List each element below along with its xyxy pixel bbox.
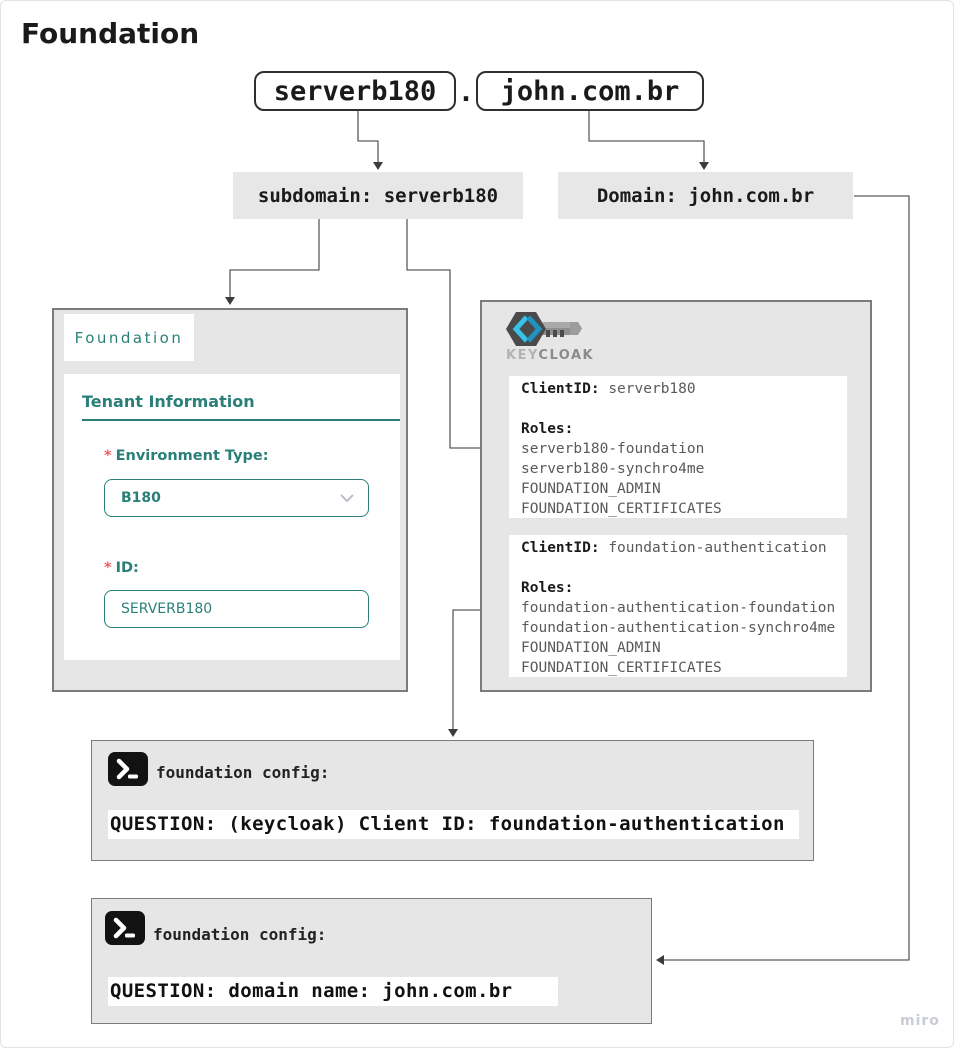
id-label: * ID: xyxy=(104,560,139,576)
clientid-label: ClientID: xyxy=(521,381,600,397)
role-item: FOUNDATION_ADMIN xyxy=(521,481,661,497)
required-asterisk: * xyxy=(104,448,112,464)
terminal-icon xyxy=(108,752,148,786)
roles-label: Roles: xyxy=(521,580,574,596)
environment-type-select[interactable] xyxy=(104,479,369,517)
keycloak-panel xyxy=(480,300,872,692)
required-asterisk: * xyxy=(104,560,112,576)
tenant-information-title: Tenant Information xyxy=(82,392,255,411)
foundation-panel xyxy=(52,308,408,692)
foundation-config-box-2 xyxy=(91,898,652,1024)
tenant-information-card xyxy=(64,374,400,660)
dns-dot-separator: . xyxy=(457,77,475,108)
section-divider xyxy=(82,419,400,421)
id-value: SERVERB180 xyxy=(121,601,213,617)
connector-subdomain-to-foundation-panel xyxy=(230,219,319,298)
keycloak-client-card-1 xyxy=(509,376,847,518)
terminal-icon xyxy=(105,911,145,945)
chevron-down-icon xyxy=(340,494,354,503)
clientid-value: serverb180 xyxy=(608,381,696,397)
domain-mapping-box: Domain: john.com.br xyxy=(558,172,853,219)
keycloak-wordmark: KEYCLOAK xyxy=(506,348,595,363)
role-item: FOUNDATION_CERTIFICATES xyxy=(521,660,722,676)
keycloak-logo-icon xyxy=(506,311,582,352)
keycloak-client-card-2 xyxy=(509,535,847,677)
terminal-question: QUESTION: (keycloak) Client ID: foundation-authentication xyxy=(108,810,799,839)
connector-subdomain-token-to-subdomain-box xyxy=(358,111,378,163)
environment-type-value: B180 xyxy=(121,490,161,506)
role-item: foundation-authentication-foundation xyxy=(521,600,836,616)
tab-foundation[interactable]: Foundation xyxy=(64,314,194,361)
roles-label: Roles: xyxy=(521,421,574,437)
role-item: FOUNDATION_CERTIFICATES xyxy=(521,501,722,517)
environment-type-label: * Environment Type: xyxy=(104,448,269,464)
miro-watermark: miro xyxy=(900,1013,940,1029)
subdomain-token: serverb180 xyxy=(254,71,456,111)
clientid-label: ClientID: xyxy=(521,540,600,556)
page-title: Foundation xyxy=(21,17,200,50)
clientid-value: foundation-authentication xyxy=(608,540,827,556)
foundation-config-box-1 xyxy=(91,740,814,861)
role-item: foundation-authentication-synchro4me xyxy=(521,620,836,636)
id-input[interactable] xyxy=(104,590,369,628)
terminal-title: foundation config: xyxy=(156,763,330,782)
subdomain-mapping-box: subdomain: serverb180 xyxy=(233,172,523,219)
terminal-title: foundation config: xyxy=(153,925,327,944)
role-item: FOUNDATION_ADMIN xyxy=(521,640,661,656)
domain-token: john.com.br xyxy=(476,71,704,111)
connector-domain-token-to-domain-box xyxy=(589,111,704,163)
terminal-question: QUESTION: domain name: john.com.br xyxy=(108,977,558,1006)
role-item: serverb180-foundation xyxy=(521,441,705,457)
role-item: serverb180-synchro4me xyxy=(521,461,705,477)
